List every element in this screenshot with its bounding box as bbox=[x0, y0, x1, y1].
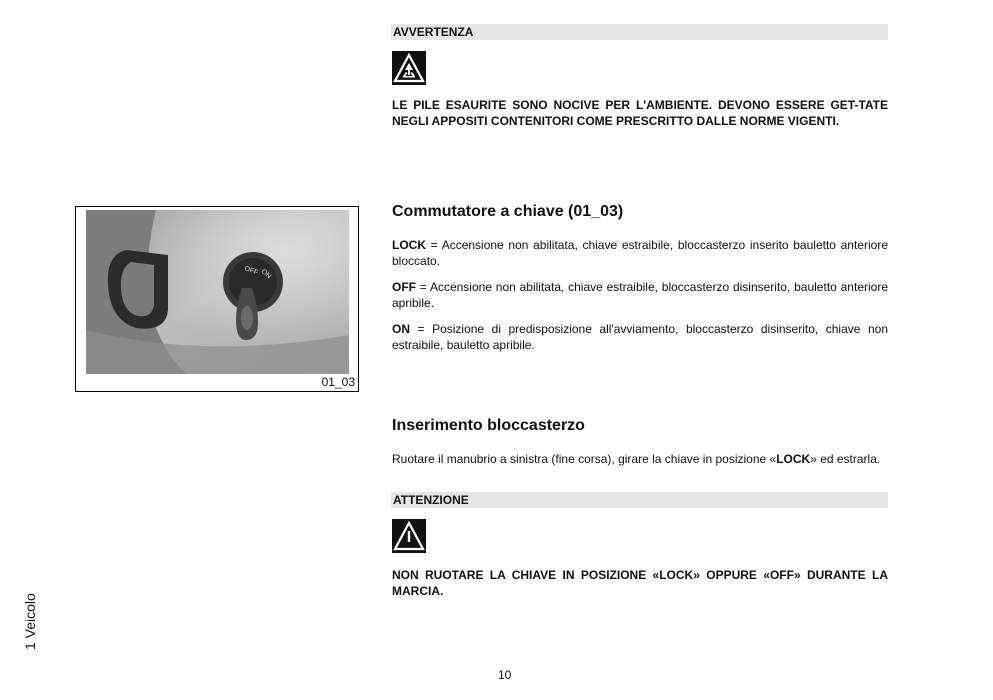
steering-lock-text-before: Ruotare il manubrio a sinistra (fine corsa), girare la chiave in posizione « bbox=[392, 452, 777, 466]
notice-title-attenzione: ATTENZIONE bbox=[391, 492, 888, 508]
warning-triangle-icon bbox=[392, 519, 426, 553]
lock-text: = Accensione non abilitata, chiave estraibile, bloccasterzo inserito bauletto anteriore bloccato. bbox=[392, 238, 888, 268]
svg-text:ON: ON bbox=[259, 268, 273, 281]
section-heading-commutatore: Commutatore a chiave (01_03) bbox=[392, 203, 624, 220]
lock-term: LOCK bbox=[392, 238, 426, 252]
ignition-key-photo bbox=[86, 210, 349, 374]
off-term: OFF bbox=[392, 280, 416, 294]
on-description bbox=[392, 321, 888, 353]
figure-label: 01_03 bbox=[321, 375, 355, 389]
off-description bbox=[392, 279, 888, 311]
steering-lock-text-after: » ed estrarla. bbox=[810, 452, 881, 466]
on-text: = Posizione di predisposizione all'avviamento, bloccasterzo disinserito, chiave non estraibile, bauletto apribile. bbox=[392, 322, 888, 352]
steering-lock-text-bold: LOCK bbox=[776, 452, 811, 466]
on-term: ON bbox=[392, 322, 410, 336]
section-heading-bloccasterzo: Inserimento bloccasterzo bbox=[392, 417, 585, 434]
attention-warning-text: NON RUOTARE LA CHIAVE IN POSIZIONE «LOCK» OPPURE «OFF» DURANTE LA MARCIA. bbox=[392, 568, 888, 598]
figure-ignition-switch bbox=[75, 206, 359, 392]
svg-text:OFF: OFF bbox=[243, 265, 259, 277]
environment-warning-text: LE PILE ESAURITE SONO NOCIVE PER L'AMBIENTE. DEVONO ESSERE GET-TATE NEGLI APPOSITI CONTENITORI COME PRESCRITTO DALLE NORME VIGENTI. bbox=[392, 98, 888, 128]
notice-title-avvertenza: AVVERTENZA bbox=[391, 24, 888, 40]
page-number: 10 bbox=[498, 668, 512, 682]
recycle-warning-icon bbox=[392, 51, 426, 85]
chapter-side-label: 1 Veicolo bbox=[22, 593, 38, 650]
steering-lock-instructions bbox=[392, 451, 888, 467]
lock-description bbox=[392, 237, 888, 269]
off-text: = Accensione non abilitata, chiave estraibile, bloccasterzo disinserito, bauletto anteriore apribile. bbox=[392, 280, 888, 310]
